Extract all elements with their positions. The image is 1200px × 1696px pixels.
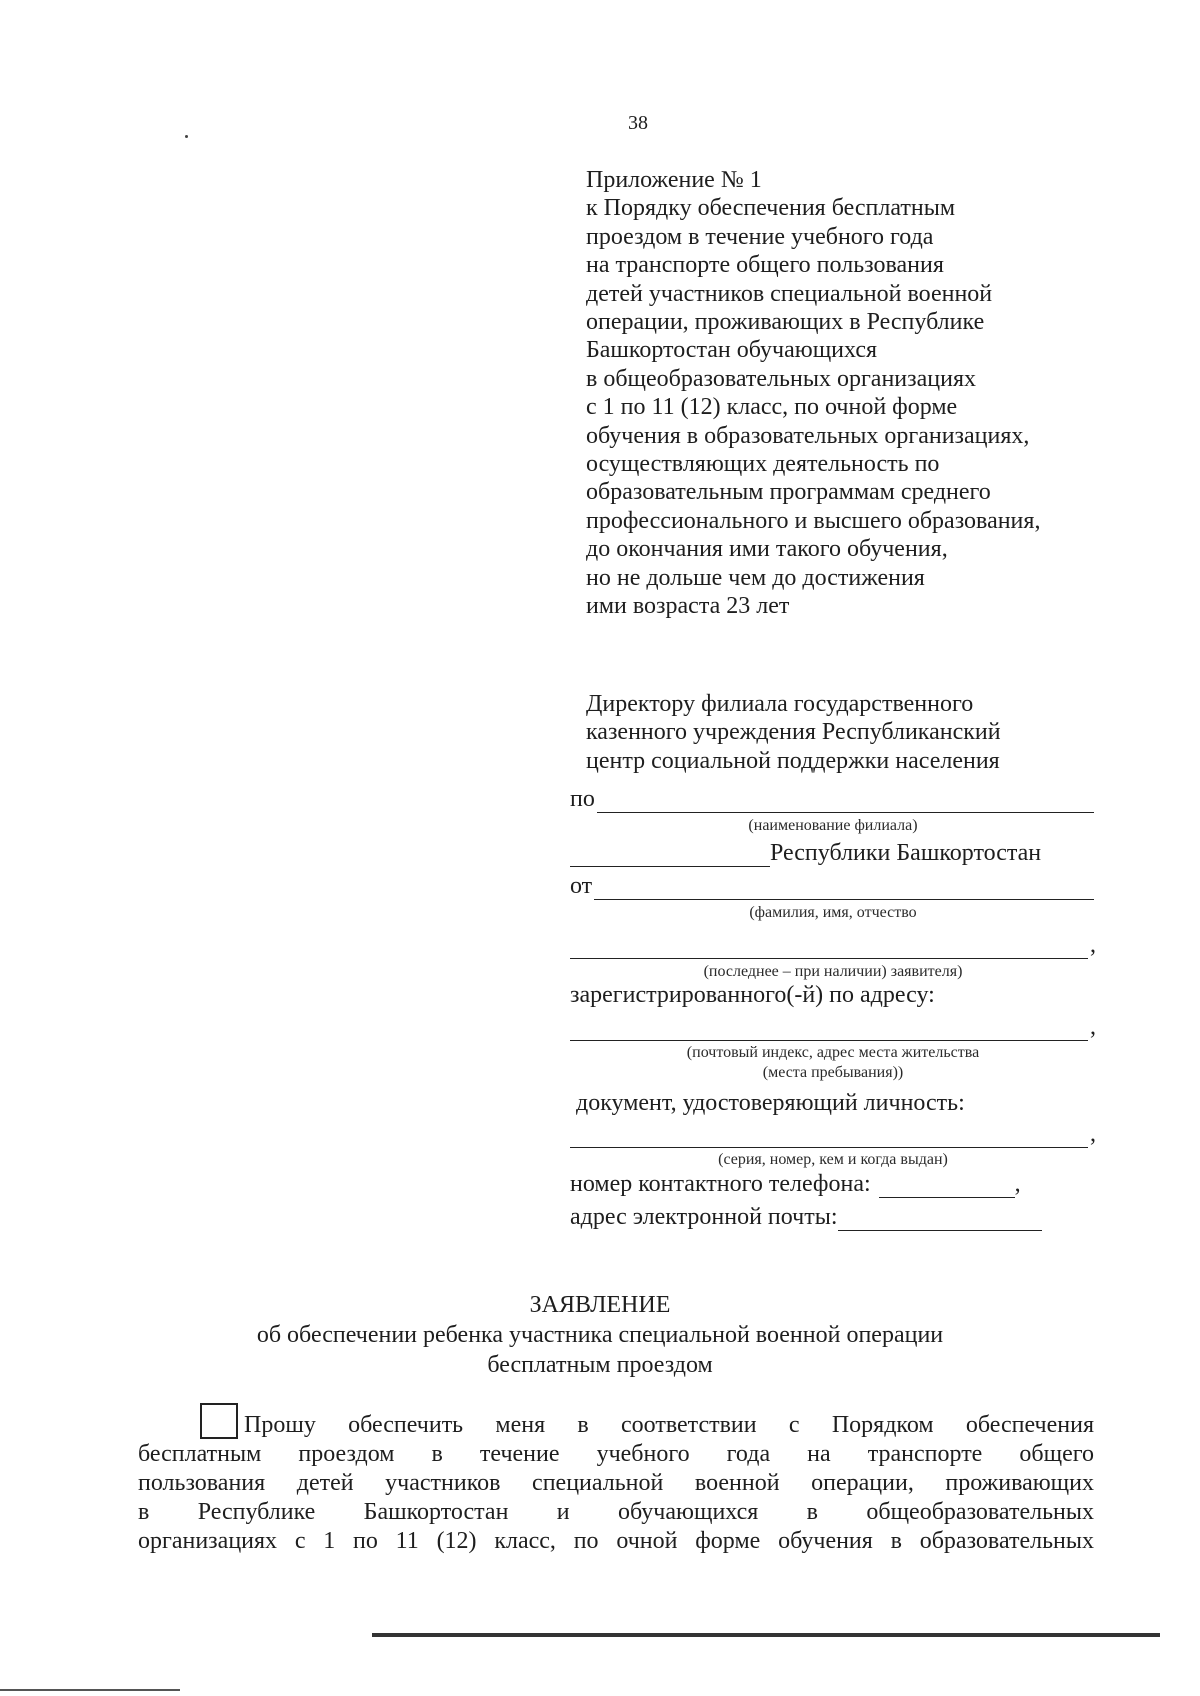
body-line: организациях с 1 по 11 (12) класс, по очной форме обучения в образовательных bbox=[138, 1528, 1094, 1554]
phone-row bbox=[570, 1171, 1096, 1198]
statement-heading: ЗАЯВЛЕНИЕ bbox=[529, 1292, 671, 1318]
branch-name-continued-field[interactable] bbox=[570, 842, 770, 867]
from-label: от bbox=[570, 873, 593, 899]
appendix-line: до окончания ими такого обучения, bbox=[586, 536, 948, 563]
appendix-line: в общеобразовательных организациях bbox=[586, 365, 976, 392]
id-doc-row bbox=[570, 1121, 1096, 1148]
applicant-name-continued-field[interactable] bbox=[570, 934, 1088, 959]
appendix-line: но не дольше чем до достижения bbox=[586, 564, 925, 591]
statement-title bbox=[0, 1290, 1200, 1380]
statement-body bbox=[138, 1403, 1094, 1556]
appendix-line: Приложение № 1 bbox=[586, 167, 762, 193]
scan-edge-rule bbox=[0, 1689, 180, 1691]
address-field[interactable] bbox=[570, 1016, 1088, 1041]
from-row bbox=[570, 873, 1096, 900]
comma: , bbox=[1090, 1014, 1096, 1040]
statement-subtitle: об обеспечении ребенка участника специальной военной операции bbox=[256, 1322, 944, 1348]
branch-hint: (наименование филиала) bbox=[748, 817, 918, 834]
addressee-line: казенного учреждения Республиканский bbox=[586, 719, 1001, 746]
registered-label: зарегистрированного(-й) по адресу: bbox=[570, 982, 935, 1008]
body-line: в Республике Башкортостан и обучающихся в общеобразовательных bbox=[138, 1499, 1094, 1525]
branch-row bbox=[570, 786, 1096, 813]
email-label: адрес электронной почты: bbox=[570, 1204, 838, 1230]
phone-field[interactable] bbox=[879, 1173, 1015, 1198]
scan-speck bbox=[185, 135, 188, 138]
appendix-line: на транспорте общего пользования bbox=[586, 252, 944, 279]
appendix-line: с 1 по 11 (12) класс, по очной форме bbox=[586, 394, 958, 421]
appendix-line: профессионального и высшего образования, bbox=[586, 507, 1041, 534]
request-checkbox[interactable] bbox=[200, 1403, 238, 1439]
appendix-line: обучения в образовательных организациях, bbox=[586, 422, 1030, 449]
republic-label: Республики Башкортостан bbox=[770, 840, 1042, 866]
id-doc-label: документ, удостоверяющий личность: bbox=[576, 1090, 965, 1116]
appendix-line: ими возраста 23 лет bbox=[586, 593, 790, 620]
body-line: бесплатным проездом в течение учебного года на транспорте общего bbox=[138, 1441, 1094, 1467]
appendix-line: к Порядку обеспечения бесплатным bbox=[586, 195, 955, 222]
appendix-line: образовательным программам среднего bbox=[586, 479, 991, 506]
email-row bbox=[570, 1204, 1096, 1231]
appendix-line: осуществляющих деятельность по bbox=[586, 451, 940, 478]
addressee-block bbox=[586, 690, 1001, 775]
address-hint-1: (почтовый индекс, адрес места жительства bbox=[686, 1044, 980, 1061]
comma: , bbox=[1090, 932, 1096, 958]
fio-hint: (фамилия, имя, отчество bbox=[749, 904, 917, 921]
addressee-line: Директору филиала государственного bbox=[586, 691, 974, 717]
branch-name-field[interactable] bbox=[597, 788, 1094, 813]
appendix-line: операции, проживающих в Республике bbox=[586, 309, 985, 336]
appendix-line: детей участников специальной военной bbox=[586, 280, 993, 307]
page-number: 38 bbox=[628, 112, 648, 134]
addressee-line: центр социальной поддержки населения bbox=[586, 747, 1000, 774]
appendix-line: проездом в течение учебного года bbox=[586, 223, 934, 250]
appendix-header bbox=[586, 166, 1040, 621]
address-hint-2: (места пребывания)) bbox=[762, 1064, 904, 1081]
phone-label: номер контактного телефона: bbox=[570, 1171, 871, 1197]
footer-rule bbox=[372, 1633, 1160, 1637]
fio-hint-2: (последнее – при наличии) заявителя) bbox=[703, 963, 963, 980]
email-field[interactable] bbox=[838, 1206, 1042, 1231]
statement-subtitle: бесплатным проездом bbox=[487, 1352, 713, 1378]
id-doc-field[interactable] bbox=[570, 1123, 1088, 1148]
comma: , bbox=[1014, 1171, 1021, 1197]
applicant-name-field[interactable] bbox=[594, 875, 1094, 900]
body-line: Прошу обеспечить меня в соответствии с Порядком обеспечения bbox=[138, 1403, 1094, 1440]
address-row bbox=[570, 1014, 1096, 1041]
po-label: по bbox=[570, 786, 595, 812]
appendix-line: Башкортостан обучающихся bbox=[586, 337, 878, 364]
comma: , bbox=[1090, 1121, 1096, 1147]
republic-row bbox=[570, 840, 1096, 867]
id-doc-hint: (серия, номер, кем и когда выдан) bbox=[718, 1151, 948, 1168]
body-line: пользования детей участников специальной военной операции, проживающих bbox=[138, 1470, 1094, 1496]
fio-continued-row bbox=[570, 932, 1096, 959]
